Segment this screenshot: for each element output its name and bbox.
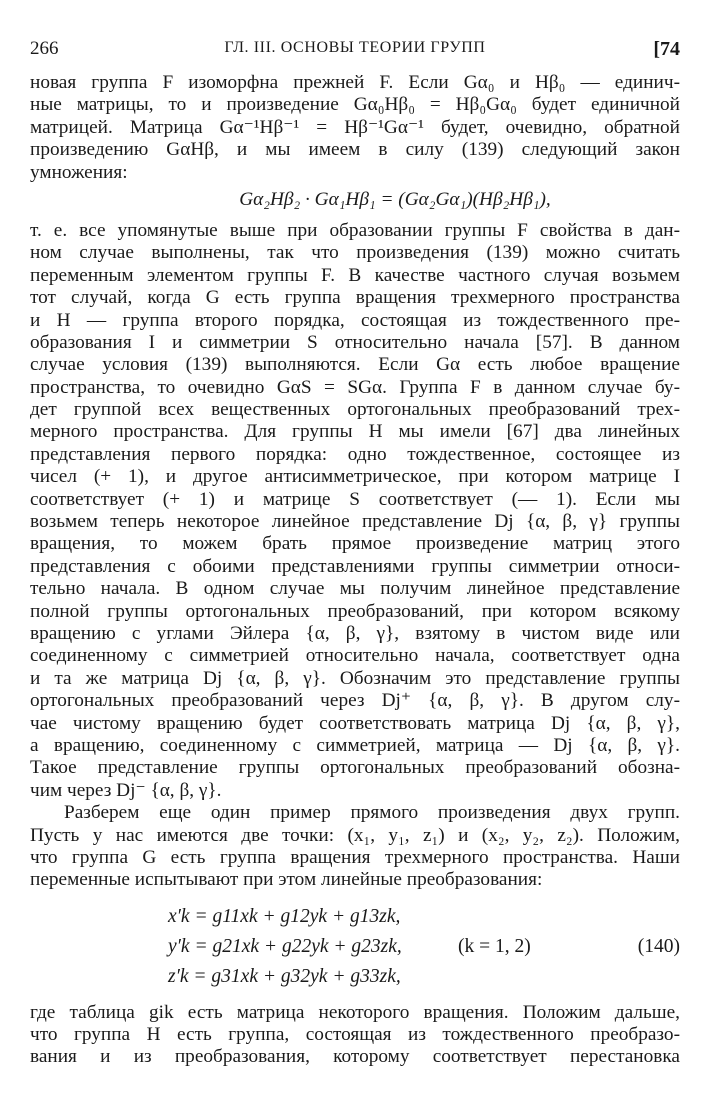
text-line: ортогональных преобразований через Dj⁺ {α, β, γ}. В другом слу- [30,690,680,712]
text-line: мерного пространства. Для группы H мы имели [67] два линейных [30,421,680,443]
equation-block-140 [30,892,680,1002]
section-number: [74 [653,38,680,60]
text-line: Пусть у нас имеются две точки: (x₁, y₁, z₁) и (x₂, y₂, z₂). Положим, [30,824,680,846]
equation-x: x′k = g11xk + g12yk + g13zk, [168,905,401,927]
text-line: ном случае выполнены, так что произведения (139) можно считать [30,242,680,264]
text-line: новая группа F изоморфна прежней F. Если Gα₀ и Hβ₀ — единич- [30,72,680,93]
multiplication-formula: Gα₂Hβ₂ · Gα₁Hβ₁ = (Gα₂Gα₁)(Hβ₂Hβ₁), [239,188,551,210]
text-line: т. е. все упомянутые выше при образовании группы F свойства в дан- [30,219,680,241]
text-line: вращения, то можем брать прямое произведение матриц этого [30,533,680,555]
text-line: соответствует (+ 1) и матрице S соответствует (— 1). Если мы [30,488,680,510]
text-line: вания и из преобразования, которому соответствует перестановка [30,1046,680,1068]
text-line: представления с обоими представлениями группы симметрии относи- [30,555,680,577]
chapter-title: ГЛ. III. ОСНОВЫ ТЕОРИИ ГРУПП [224,39,486,56]
equation-z: z′k = g31xk + g32yk + g33zk, [168,965,401,987]
text-line: образования I и симметрии S относительно начала [57]. В данном [30,331,680,353]
text-line: где таблица gik есть матрица некоторого вращения. Положим дальше, [30,1001,680,1023]
text-line: пространства, то очевидно GαS = SGα. Группа F в данном случае бу- [30,376,680,398]
text-line: чае чистому вращению будет соответствовать матрица Dj {α, β, γ}, [30,712,680,734]
equation-number: (140) [637,935,680,957]
text-line: тельно начала. В одном случае мы получим линейное представление [30,578,680,600]
text-line: вращению с углами Эйлера {α, β, γ}, взятому в чистом виде или [30,622,680,644]
text-line: ные матрицы, то и произведение Gα₀Hβ₀ = Hβ₀Gα₀ будет единичной [30,94,680,116]
spacer [30,212,680,220]
text-line: полной группы ортогональных преобразований, при котором всякому [30,600,680,622]
page-body [30,72,680,1069]
text-line: соединенному с симметрией относительно начала, соответствует одна [30,645,680,667]
book-page [30,0,680,1100]
paragraph-c [30,802,680,892]
text-line: случае условия (139) выполняются. Если Gα есть любое вращение [30,354,680,376]
text-line: что группа G есть группа вращения трехмерного пространства. Наши [30,846,680,868]
text-line: умножения: [30,161,128,183]
text-line: и H — группа второго порядка, состоящая из тождественного пре- [30,309,680,331]
text-line: что группа H есть группа, состоящая из тождественного преобразо- [30,1024,680,1046]
text-line: и та же матрица Dj {α, β, γ}. Обозначим это представление группы [30,667,680,689]
text-line: Такое представление группы ортогональных преобразований обозна- [30,757,680,779]
text-line: представления первого порядка: одно тождественное, состоящее из [30,443,680,465]
running-header [30,38,680,62]
paragraph-d [30,1002,680,1069]
text-line: дет группой всех вещественных ортогональных преобразований трех- [30,399,680,421]
text-line: чисел (+ 1), и другое антисимметрическое, при котором матрице I [30,466,680,488]
text-line: возьмем теперь некоторое линейное представление Dj {α, β, γ} группы [30,511,680,533]
text-line: матрицей. Матрица Gα⁻¹Hβ⁻¹ = Hβ⁻¹Gα⁻¹ будет, очевидно, обратной [30,116,680,138]
page-number: 266 [30,38,59,59]
equation-condition: (k = 1, 2) [458,935,531,957]
text-line: произведению GαHβ, и мы имеем в силу (139) следующий закон [30,139,680,161]
text-line: переменным элементом группы F. В качестве частного случая возьмем [30,264,680,286]
text-line: чим через Dj⁻ {α, β, γ}. [30,779,222,801]
paragraph-a [30,72,680,184]
text-line: тот случай, когда G есть группа вращения трехмерного пространства [30,287,680,309]
paragraph-b [30,220,680,802]
text-line: Разберем еще один пример прямого произведения двух групп. [64,802,680,824]
text-line: переменные испытывают при этом линейные преобразования: [30,869,543,891]
text-line: а вращению, соединенному с симметрией, матрица — Dj {α, β, γ}. [30,734,680,756]
equation-y: y′k = g21xk + g22yk + g23zk, [168,935,402,957]
